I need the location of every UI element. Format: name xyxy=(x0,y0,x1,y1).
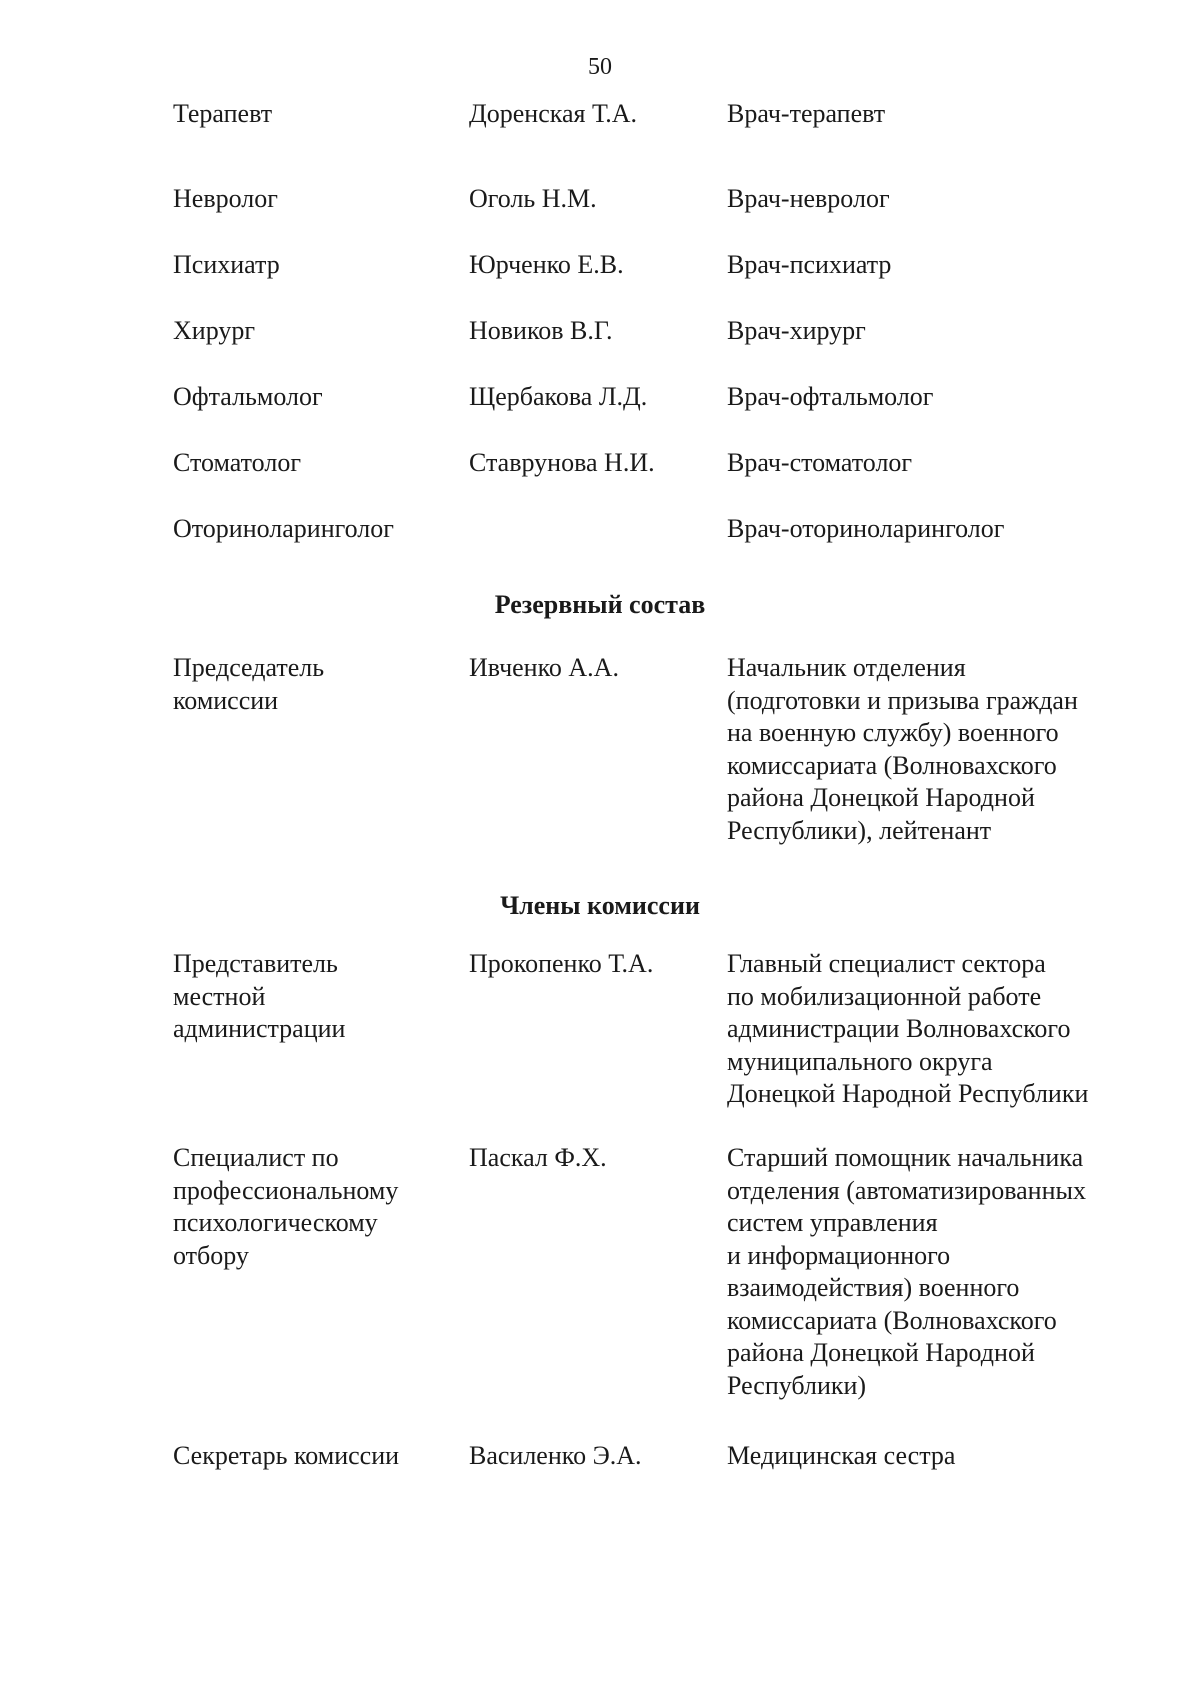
job-title: Врач-офтальмолог xyxy=(727,382,934,411)
job-title: Медицинская сестра xyxy=(727,1441,956,1470)
person-name: Ставрунова Н.И. xyxy=(469,448,655,477)
position: Специалист по профессиональному психологическому отбору xyxy=(173,1143,399,1270)
position: Председатель комиссии xyxy=(173,653,325,715)
job-title: Врач-психиатр xyxy=(727,250,892,279)
job-title: Начальник отделения (подготовки и призыва граждан на военную службу) военного комиссариата (Волновахского района Донецкой Народной Республики), лейтенант xyxy=(727,653,1078,845)
person-name: Василенко Э.А. xyxy=(469,1441,642,1470)
position: Офтальмолог xyxy=(173,382,323,411)
job-title: Врач-стоматолог xyxy=(727,448,913,477)
position: Хирург xyxy=(173,316,256,345)
position: Секретарь комиссии xyxy=(173,1441,400,1470)
person-name: Ивченко А.А. xyxy=(469,653,619,682)
person-name: Юрченко Е.В. xyxy=(469,250,624,279)
person-name: Паскал Ф.Х. xyxy=(469,1143,607,1172)
position: Представитель местной администрации xyxy=(173,949,346,1043)
person-name: Новиков В.Г. xyxy=(469,316,613,345)
page-number: 50 xyxy=(588,54,612,80)
person-name: Доренская Т.А. xyxy=(469,99,638,128)
job-title: Главный специалист сектора по мобилизационной работе администрации Волновахского муниципального округа Донецкой Народной Республики xyxy=(727,949,1089,1108)
job-title: Врач-хирург xyxy=(727,316,866,345)
position: Психиатр xyxy=(173,250,280,279)
position: Стоматолог xyxy=(173,448,301,477)
job-title: Старший помощник начальника отделения (автоматизированных систем управления и информационного взаимодействия) военного комиссариата (Волновахского района Донецкой Народной Республики) xyxy=(727,1143,1086,1400)
job-title: Врач-невролог xyxy=(727,184,890,213)
section-heading-members: Члены комиссии xyxy=(500,891,700,920)
position: Невролог xyxy=(173,184,278,213)
job-title: Врач-терапевт xyxy=(727,99,886,128)
person-name: Щербакова Л.Д. xyxy=(469,382,648,411)
position: Оториноларинголог xyxy=(173,514,394,543)
section-heading-reserve: Резервный состав xyxy=(494,590,706,619)
position: Терапевт xyxy=(173,99,273,128)
person-name: Прокопенко Т.А. xyxy=(469,949,654,978)
job-title: Врач-оториноларинголог xyxy=(727,514,1005,543)
person-name: Оголь Н.М. xyxy=(469,184,597,213)
